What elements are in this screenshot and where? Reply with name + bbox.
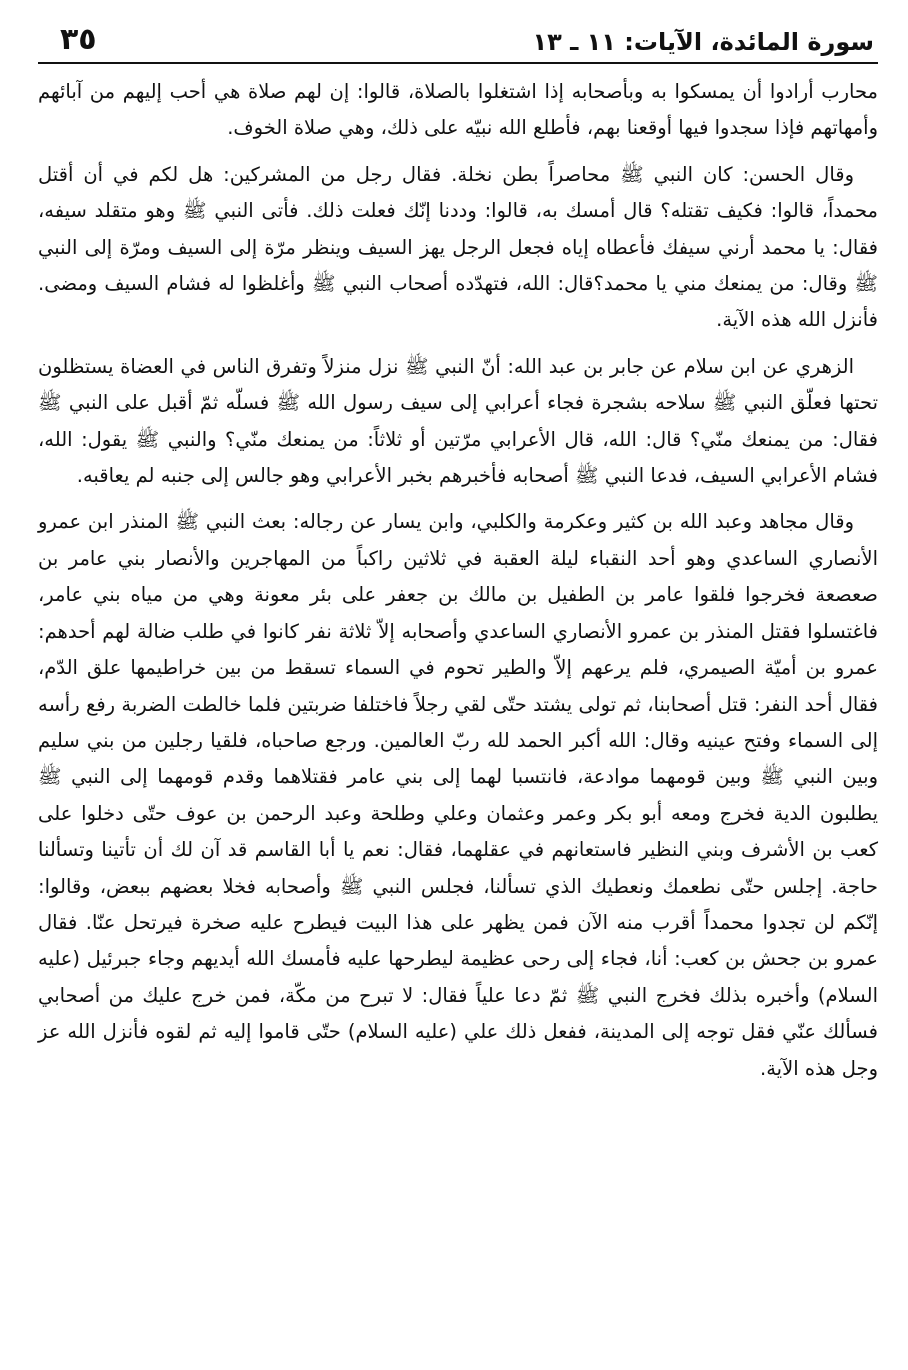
running-title: سورة المائدة، الآيات: ١١ ـ ١٣ xyxy=(532,28,874,56)
book-page xyxy=(38,14,878,1350)
page-number: ٣٥ xyxy=(60,22,97,57)
paragraph-mujahid: وقال مجاهد وعبد الله بن كثير وعكرمة والكلبي، وابن يسار عن رجاله: بعث النبي ﷺ المنذر ابن عمرو الأنصاري الساعدي وهو أحد النقباء ليلة العقبة في ثلاثين راكباً من المهاجرين والأنصار بني عامر بن صعصعة فخرجوا فلقوا عامر بن الطفيل بن مالك بن جعفر على بئر معونة وهي من مياه بني عامر، فاغتسلوا فقتل المنذر بن عمرو الأنصاري الساعدي وأصحابه إلاّ ثلاثة نفر كانوا في طلب ضالة لهم أحدهم: عمرو بن أميّة الصيمري، فلم يرعهم إلاّ والطير تحوم في السماء تسقط من بين خراطيمها علق الدّم، فقال أحد النفر: قتل أصحابنا، ثم تولى يشتد حتّى لقي رجلاً فاختلفا ضربتين فلما خالطت الضربة رفع رأسه إلى السماء وفتح عينيه وقال: الله أكبر الحمد لله ربّ العالمين. ورجع صاحباه، فلقيا رجلين من بني سليم وبين النبي ﷺ وبين قومهما موادعة، فانتسبا لهما إلى بني عامر فقتلاهما وقدم قومهما إلى النبي ﷺ يطلبون الدية فخرج ومعه أبو بكر وعمر وعثمان وعلي وطلحة وعبد الرحمن بن عوف حتّى دخلوا على كعب بن الأشرف وبني النظير فاستعانهم في عقلهما، فقال: نعم يا أبا القاسم قد آن لك أن تأتينا وتسألنا حاجة. إجلس حتّى نطعمك ونعطيك الذي تسألنا، فجلس النبي ﷺ وأصحابه فخلا بعضهم ببعض، وقالوا: إنّكم لن تجدوا محمداً أقرب منه الآن فمن يظهر على هذا البيت فيطرح عليه صخرة فيرتحل عنّا. فقال عمرو بن جحش بن كعب: أنا، فجاء إلى رحى عظيمة ليطرحها عليه فأمسك الله أيديهم وجاء جبرئيل (عليه السلام) وأخبره بذلك فخرج النبي ﷺ ثمّ دعا علياً فقال: لا تبرح من مكّة، فمن خرج عليك من أصحابي فسألك عنّي فقل توجه إلى المدينة، ففعل ذلك علي (عليه السلام) حتّى قاموا إليه ثم لقوه فأنزل الله عز وجل هذه الآية. xyxy=(38,510,878,1080)
page-header xyxy=(38,14,878,64)
page-body xyxy=(38,74,878,1087)
paragraph-continuation: محارب أرادوا أن يمسكوا به وبأصحابه إذا اشتغلوا بالصلاة، قالوا: إن لهم صلاة هي أحب إليهم من آبائهم وأمهاتهم فإذا سجدوا فيها أوقعنا بهم، فأطلع الله نبيّه على ذلك، وهي صلاة الخوف. xyxy=(38,80,878,140)
paragraph-hasan: وقال الحسن: كان النبي ﷺ محاصراً بطن نخلة. فقال رجل من المشركين: هل لكم في أن أقتل محمداً، قالوا: فكيف تقتله؟ قال أمسك به، قالوا: وددنا إنّك فعلت ذلك. فأتى النبي ﷺ وهو متقلد سيفه، فقال: يا محمد أرني سيفك فأعطاه إياه فجعل الرجل يهز السيف وينظر مرّة إلى السيف ومرّة إلى النبي ﷺ وقال: من يمنعك مني يا محمد؟قال: الله، فتهدّده أصحاب النبي ﷺ وأغلظوا له فشام السيف ومضى. فأنزل الله هذه الآية. xyxy=(38,162,878,332)
paragraph-zuhri: الزهري عن ابن سلام عن جابر بن عبد الله: أنّ النبي ﷺ نزل منزلاً وتفرق الناس في العضاة يستظلون تحتها فعلّق النبي ﷺ سلاحه بشجرة فجاء أعرابي إلى سيف رسول الله ﷺ فسلّه ثمّ أقبل على النبي ﷺ فقال: من يمنعك منّي؟ قال: الله، قال الأعرابي مرّتين أو ثلاثاً: من يمنعك منّي؟ والنبي ﷺ يقول: الله، فشام الأعرابي السيف، فدعا النبي ﷺ أصحابه فأخبرهم بخبر الأعرابي وهو جالس إلى جنبه لم يعاقبه. xyxy=(38,354,878,488)
